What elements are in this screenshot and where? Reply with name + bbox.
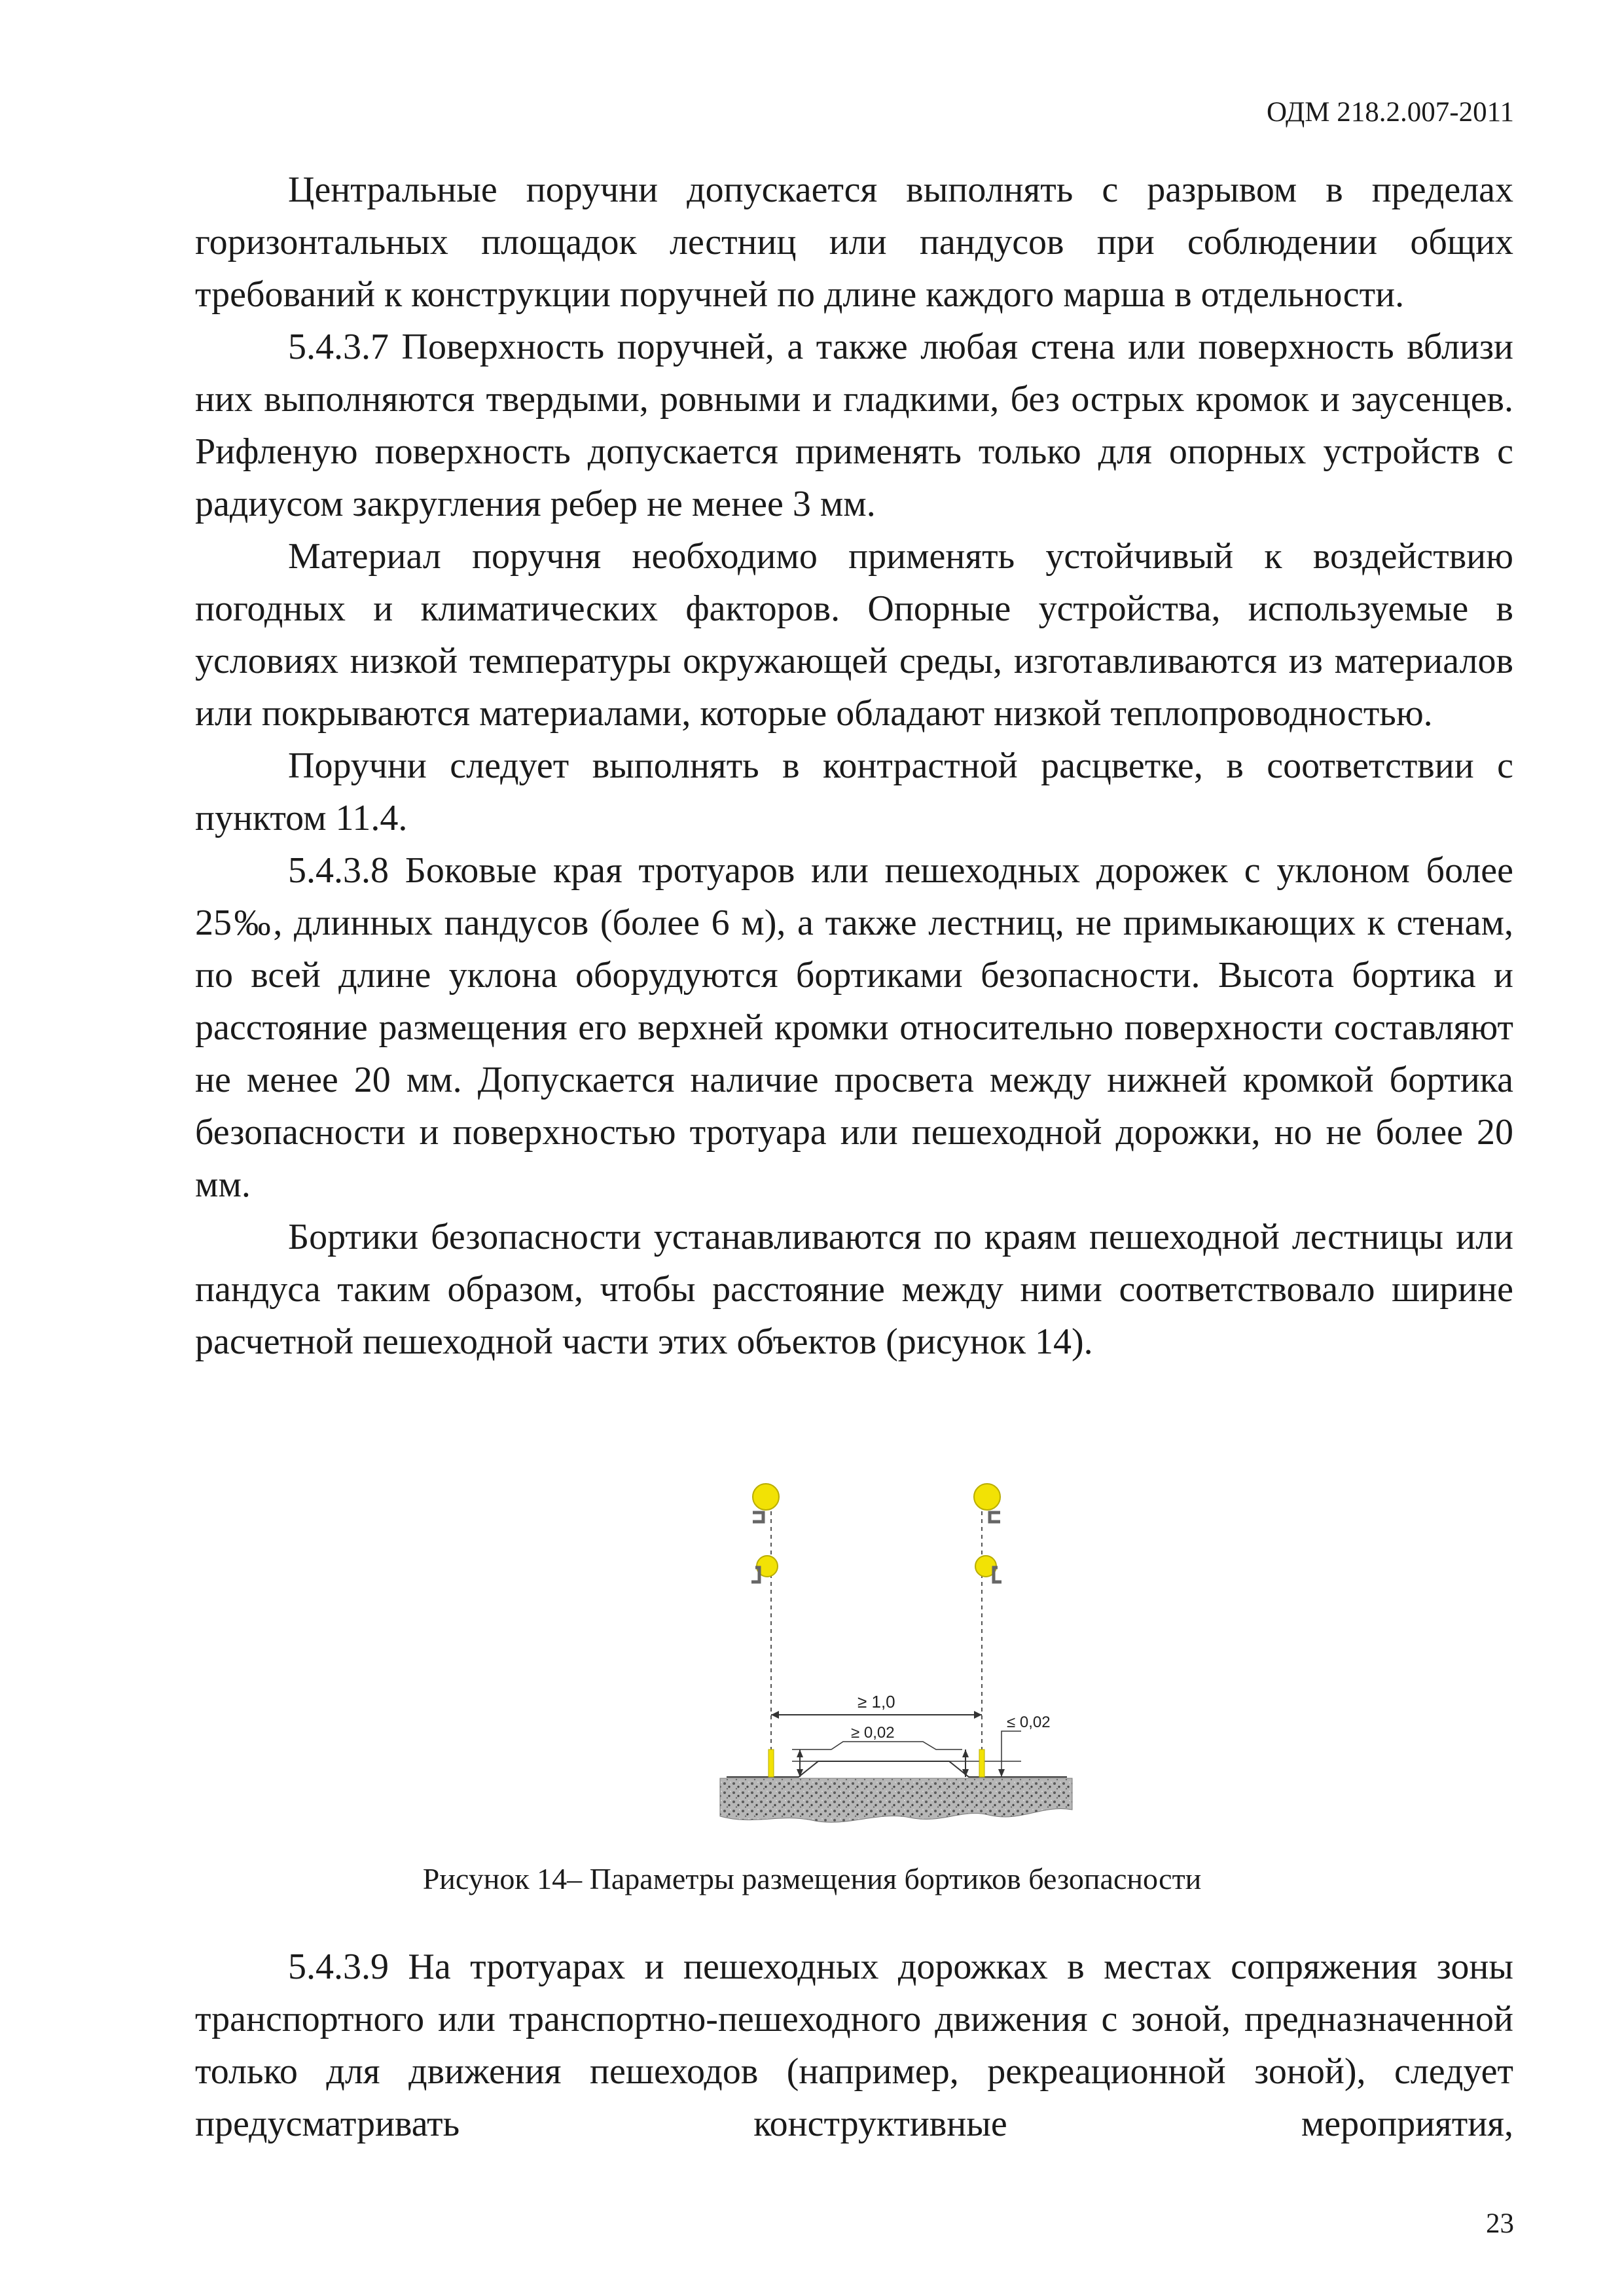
paragraph-safety-curbs: Бортики безопасности устанавливаются по краям пешеходной лестницы или пандуса таким образом, чтобы расстояние между ними соответствовало ширине расчетной пешеходной части этих объектов (рисунок 14).: [195, 1217, 1513, 1362]
page-number: 23: [1486, 2208, 1514, 2239]
width-label: ≥ 1,0: [857, 1692, 895, 1712]
curb-height-label: ≥ 0,02: [851, 1724, 895, 1742]
right-upper-bracket: [990, 1513, 1000, 1522]
right-lower-bracket: [994, 1568, 1001, 1582]
paragraph-central-handrails: Центральные поручни допускается выполнять с разрывом в пределах горизонтальных площадок лестниц или пандусов при соблюдении общих требований к конструкции поручней по длине каждого марша в отдельности.: [195, 170, 1513, 315]
paragraph-handrail-color: Поручни следует выполнять в контрастной расцветке, в соответствии с пунктом 11.4.: [195, 745, 1513, 838]
paragraph-5-4-3-9: 5.4.3.9 На тротуарах и пешеходных дорожках в местах сопряжения зоны транспортного или транспортно-пешеходного движения с зоной, предназначенной только для движения пешеходов (например, рекреационной зоной), следует предусматривать конструктивные мероприятия,: [195, 1946, 1513, 2144]
figure-14-curb-diagram: [713, 1469, 1080, 1849]
left-upper-bracket: [753, 1513, 763, 1522]
right-upper-handrail: [974, 1484, 1000, 1510]
main-text-bottom: [195, 1941, 1513, 2150]
paragraph-5-4-3-7: 5.4.3.7 Поверхность поручней, а также любая стена или поверхность вблизи них выполняются твердыми, ровными и гладкими, без острых кромок и заусенцев. Рифленую поверхность допускается применять только для опорных устройств с радиусом закругления ребер не менее 3 мм.: [195, 327, 1513, 524]
left-safety-curb: [768, 1749, 774, 1777]
left-upper-handrail: [753, 1484, 779, 1510]
document-code-header: ОДМ 218.2.007-2011: [1267, 97, 1514, 128]
ground-base: [720, 1778, 1072, 1822]
gap-label: ≤ 0,02: [1007, 1713, 1051, 1731]
paragraph-5-4-3-8: 5.4.3.8 Боковые края тротуаров или пешеходных дорожек с уклоном более 25‰, длинных пандусов (более 6 м), а также лестниц, не примыкающих к стенам, по всей длине уклона оборудуются бортиками безопасности. Высота бортика и расстояние размещения его верхней кромки относительно поверхности составляют не менее 20 мм. Допускается наличие просвета между нижней кромкой бортика безопасности и поверхностью тротуара или пешеходной дорожки, но не более 20 мм.: [195, 850, 1513, 1205]
paragraph-handrail-material: Материал поручня необходимо применять устойчивый к воздействию погодных и климатических факторов. Опорные устройства, используемые в условиях низкой температуры окружающей среды, изготавливаются из материалов или покрываются материалами, которые обладают низкой теплопроводностью.: [195, 536, 1513, 734]
right-safety-curb: [979, 1749, 984, 1777]
left-lower-bracket: [751, 1568, 759, 1582]
main-text-top: [195, 164, 1513, 1368]
figure-caption: Рисунок 14– Параметры размещения бортиков безопасности: [422, 1862, 1202, 1895]
ground-profile-line: [727, 1761, 1067, 1777]
